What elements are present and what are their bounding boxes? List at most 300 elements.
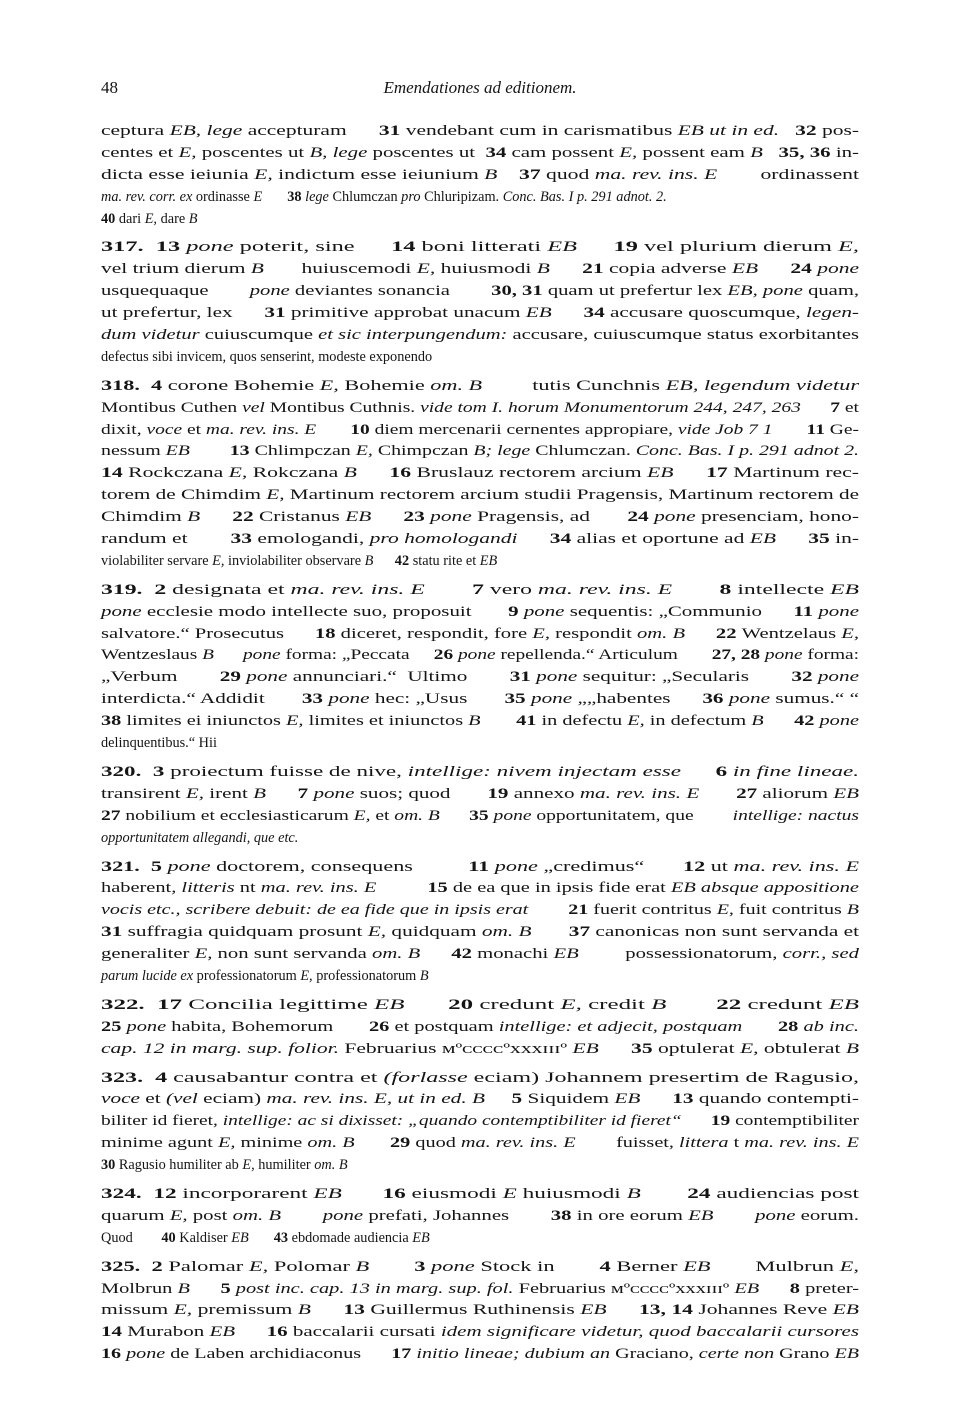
line-number: 3 <box>141 763 171 780</box>
editorial-note: pone <box>246 669 288 686</box>
text-segment: poscentes ut <box>367 144 486 161</box>
text-segment: cuiuscumque <box>199 327 319 344</box>
text-line <box>101 507 859 529</box>
text-segment: vel plurium dierum <box>643 239 839 256</box>
text-segment: eorum. <box>795 1207 859 1224</box>
editorial-note: B <box>846 902 859 919</box>
editorial-note: EB <box>165 443 190 460</box>
text-segment: Molbrun <box>101 1280 178 1297</box>
editorial-note: littera <box>679 1135 729 1152</box>
line-number: 12 <box>683 858 711 875</box>
line-number: 6 <box>681 763 733 780</box>
text-segment: poscentes ut <box>196 144 310 161</box>
editorial-note: B <box>536 261 550 278</box>
editorial-note: E, <box>169 1207 188 1224</box>
text-segment: primitive approbat unacum <box>290 305 526 322</box>
line-number: 35 <box>439 807 494 824</box>
line-number: 30 <box>101 1157 119 1174</box>
editorial-note: pone <box>494 858 538 875</box>
text-segment: pos- <box>822 123 859 139</box>
line-number: 29 <box>354 1135 416 1152</box>
line-number: 12 <box>141 1185 183 1202</box>
text-segment: tutis Cunchnis <box>482 377 666 394</box>
text-segment: Polomar <box>268 1258 356 1275</box>
text-line <box>101 209 859 231</box>
text-segment: dari <box>118 210 145 227</box>
editorial-note: pone <box>530 691 573 708</box>
text-segment: delinquentibus.“ Hii <box>101 735 217 752</box>
line-number: 42 <box>373 552 413 569</box>
editorial-note: pone <box>817 669 859 686</box>
editorial-note: B <box>419 967 429 984</box>
text-segment: quando contempti- <box>698 1091 859 1108</box>
text-line <box>101 1279 859 1301</box>
editorial-note: vocis etc., scribere debuit: de ea fide que in ipsis erat <box>101 902 529 919</box>
editorial-note: pone <box>523 603 565 620</box>
editorial-note: B <box>253 785 267 802</box>
text-line <box>101 878 859 900</box>
editorial-note: ab inc. <box>803 1018 859 1035</box>
text-segment: Palomar <box>168 1258 249 1275</box>
text-segment: post <box>187 1207 233 1224</box>
editorial-note: pone <box>819 713 859 730</box>
editorial-note: B; lege <box>473 443 531 460</box>
editorial-note: E, <box>266 487 285 504</box>
page-number: 48 <box>101 78 118 97</box>
text-segment: opportunitatem, que <box>531 807 733 824</box>
line-number: 13 <box>310 1302 371 1319</box>
text-segment: canonicas non sunt servanda et <box>595 924 859 941</box>
text-line <box>101 580 859 602</box>
text-segment: credit <box>581 996 652 1013</box>
text-segment: generaliter <box>101 946 195 963</box>
text-line <box>101 281 859 303</box>
text-segment: in ore eorum <box>576 1207 689 1224</box>
text-segment: Murabon <box>127 1324 210 1341</box>
editorial-note: ma. rev. ins. E <box>205 421 317 438</box>
text-segment: Chimdim <box>101 509 188 526</box>
line-number: 27, 28 <box>711 647 765 664</box>
editorial-note: legen- <box>806 305 859 322</box>
text-segment: nobilium et ecclesiasticarum <box>125 807 354 824</box>
text-segment: Kaldiser <box>179 1229 232 1246</box>
text-segment: dare <box>157 210 189 227</box>
text-segment: vendebant cum in carismatibus <box>405 123 678 139</box>
editorial-note: pone <box>431 1258 475 1275</box>
editorial-note: (vel <box>165 1091 198 1108</box>
text-line <box>101 143 859 165</box>
text-segment: indictum esse ieiunium <box>272 166 485 183</box>
editorial-note: EB <box>749 531 776 548</box>
text-segment: huiuscemodi <box>263 261 417 278</box>
editorial-note: EB <box>572 1040 599 1057</box>
text-segment: eciam) Johannem presertim de Ragusio, <box>467 1069 859 1086</box>
line-number: 7 <box>266 785 314 802</box>
text-segment: Cristanus <box>259 509 346 526</box>
editorial-note: pone <box>322 1207 364 1224</box>
editorial-note: ma. rev. ins. E <box>744 1135 859 1152</box>
editorial-note: pone <box>101 603 142 620</box>
text-segment: in- <box>835 531 859 548</box>
text-segment: ceptura <box>101 123 170 139</box>
text-segment: fuisset, <box>575 1135 680 1152</box>
editorial-note: idem significare videtur, quod baccalarii cursores <box>440 1324 859 1341</box>
editorial-note: E, <box>841 625 859 642</box>
text-line <box>101 303 859 325</box>
text-line <box>101 485 859 507</box>
editorial-note: Conc. Bas. I p. 291 adnot. 2. <box>502 188 667 205</box>
editorial-note: ma. rev. ins. E <box>260 880 377 897</box>
text-segment: Chlumczan <box>328 188 402 205</box>
text-line <box>101 900 859 922</box>
line-number: 11 <box>793 603 819 620</box>
editorial-note: pone <box>755 1207 796 1224</box>
text-segment: salvatore.“ Prosecutus <box>101 625 315 642</box>
entry-gap <box>101 755 859 762</box>
line-number: 34 <box>551 305 610 322</box>
line-number: 40 <box>161 1229 180 1246</box>
text-line <box>101 806 859 828</box>
text-segment: et postquam <box>394 1018 499 1035</box>
text-line <box>101 1322 859 1344</box>
line-number: 40 <box>101 210 119 227</box>
line-number: 19 <box>681 1113 736 1130</box>
line-number: 31 <box>346 123 406 139</box>
editorial-note: litteris <box>181 880 235 897</box>
line-number: 20 <box>404 996 480 1013</box>
text-line <box>101 966 859 988</box>
editorial-note: pone <box>457 647 496 664</box>
editorial-note: EB <box>345 509 372 526</box>
editorial-note: E, <box>619 144 638 161</box>
editorial-note: pone <box>126 1346 166 1363</box>
editorial-note: lege <box>305 188 329 205</box>
text-segment <box>281 1208 323 1224</box>
line-number: 16 <box>341 1185 412 1202</box>
editorial-note: B <box>751 713 764 730</box>
line-number: 33 <box>230 531 258 548</box>
text-line <box>101 922 859 944</box>
text-segment: accusare quoscumque, <box>609 305 807 322</box>
editorial-note: B <box>651 996 667 1013</box>
text-line <box>101 1184 859 1206</box>
line-number: 319. <box>101 581 143 598</box>
text-segment: eiusmodi <box>411 1185 503 1202</box>
line-number: 4 <box>139 377 168 394</box>
editorial-note: (forlasse <box>383 1069 468 1086</box>
text-line <box>101 551 859 573</box>
editorial-note: om. B <box>636 625 686 642</box>
text-segment: torem de Chimdim <box>101 487 267 504</box>
text-segment: Grano <box>774 1346 835 1363</box>
line-number: 14 <box>391 239 422 256</box>
line-number: 17 <box>673 465 734 482</box>
text-segment: transirent <box>101 785 186 802</box>
editorial-note: EB <box>731 261 759 278</box>
editorial-note: E, <box>739 1040 759 1057</box>
editorial-note: parum lucide ex <box>101 967 194 984</box>
text-line <box>101 376 859 398</box>
text-line <box>101 259 859 281</box>
editorial-note: B <box>626 1185 641 1202</box>
line-number: 42 <box>420 946 478 963</box>
editorial-note: om. B <box>371 946 421 963</box>
text-segment: sequentis: „Communio <box>564 603 794 620</box>
text-segment: alias et oportune ad <box>576 531 750 548</box>
editorial-note: EB <box>412 1229 430 1246</box>
text-segment: Bruslauz rectorem arcium <box>416 465 648 482</box>
text-line <box>101 1228 859 1250</box>
text-line <box>101 237 859 259</box>
editorial-note: E, <box>212 552 225 569</box>
text-segment: diem mercenarii cernentes appropiare, <box>374 421 678 438</box>
text-segment: in defectu <box>541 713 628 730</box>
text-line <box>101 645 859 667</box>
editorial-note: pone <box>328 691 370 708</box>
editorial-note: EB <box>833 785 859 802</box>
line-number: 38 <box>550 1207 577 1224</box>
editorial-note: B <box>188 210 198 227</box>
text-segment: quarum <box>101 1207 170 1224</box>
editorial-note: B <box>468 713 481 730</box>
text-segment: t <box>728 1135 745 1152</box>
editorial-note: E, <box>194 946 213 963</box>
text-segment: Februarius ᴍºᴄᴄᴄᴄºxxxɪɪɪº <box>338 1040 573 1057</box>
text-segment: doctorem, consequens <box>210 858 469 875</box>
editorial-note: E, <box>254 166 273 183</box>
text-segment: quam ut prefertur lex <box>547 283 728 300</box>
text-segment: interdicta.“ Addidit <box>101 691 302 708</box>
text-segment: incorporarent <box>182 1185 314 1202</box>
editorial-note: EB <box>828 996 859 1013</box>
editorial-note: intellige: nactus <box>732 807 859 824</box>
text-segment: irent <box>204 785 254 802</box>
line-number: 15 <box>376 880 453 897</box>
editorial-note: ma. rev. ins. E <box>537 581 673 598</box>
text-segment <box>214 647 243 663</box>
text-segment: hec: „Usus <box>369 691 505 708</box>
editorial-note: Conc. Bas. I p. 291 adnot 2. <box>635 443 859 460</box>
editorial-note: pone <box>654 509 696 526</box>
text-segment: dicta esse ieiunia <box>101 166 255 183</box>
line-number: 24 <box>758 261 818 278</box>
line-number: 34 <box>517 531 577 548</box>
page-title: Emendationes ad editionem. <box>383 78 577 97</box>
editorial-note: EB ut in ed. <box>677 123 780 139</box>
text-segment: Berner <box>616 1258 684 1275</box>
text-line <box>101 1017 859 1039</box>
editorial-note: E, <box>627 713 645 730</box>
editorial-note: pone <box>313 785 355 802</box>
text-segment: nessum <box>101 443 166 460</box>
line-number: 7 <box>424 581 490 598</box>
text-segment: accepturam <box>247 123 347 139</box>
text-segment: sumus.“ “ <box>770 691 859 708</box>
line-number: 318. <box>101 377 140 394</box>
editorial-note: EB <box>734 1280 760 1297</box>
text-segment: ut <box>710 858 734 875</box>
line-number: 5 <box>484 1091 528 1108</box>
text-segment: Chluripizam. <box>420 188 503 205</box>
text-segment: poterit, sine <box>233 239 392 256</box>
editorial-note: opportunitatem allegandi, que etc. <box>101 829 299 846</box>
text-line <box>101 1133 859 1155</box>
text-segment: Februarius ᴍºᴄᴄᴄᴄºxxxɪɪɪº <box>513 1280 735 1297</box>
line-number: 13 <box>189 443 255 460</box>
editorial-note: E, <box>319 377 339 394</box>
line-number: 16 <box>356 465 417 482</box>
editorial-note: B <box>343 465 357 482</box>
editorial-note: B <box>364 552 374 569</box>
line-number: 32 <box>779 123 823 139</box>
text-segment: et <box>370 807 395 824</box>
text-segment: centes et <box>101 144 179 161</box>
editorial-note: post inc. cap. 13 in marg. sup. fol. <box>235 1280 514 1297</box>
line-number: 317. <box>101 239 144 256</box>
editorial-note: voce <box>101 1091 140 1108</box>
text-segment: violabiliter servare <box>101 552 213 569</box>
line-number: 8 <box>672 581 738 598</box>
line-number: 14 <box>101 1324 128 1341</box>
editorial-note: EB <box>231 1229 249 1246</box>
editorial-note: pone <box>167 858 211 875</box>
text-segment: fuerit contritus <box>593 902 717 919</box>
line-number: 35 <box>598 1040 658 1057</box>
text-segment: Wentzeslaus <box>101 647 203 664</box>
editorial-note: EB <box>374 996 405 1013</box>
text-segment: huiusmodi <box>435 261 537 278</box>
text-line <box>101 784 859 806</box>
text-segment: accusare, cuiuscumque status exorbitantes <box>507 327 859 344</box>
text-line <box>101 1111 859 1133</box>
text-segment: fuit contritus <box>733 902 847 919</box>
editorial-note: ma. rev. ins. E <box>290 581 425 598</box>
line-number: 17 <box>391 1346 417 1363</box>
line-number: 42 <box>763 713 820 730</box>
line-number: 22 <box>200 509 260 526</box>
text-segment: Rokczana <box>247 465 344 482</box>
line-number: 18 <box>314 625 341 642</box>
text-segment: copia adverse <box>608 261 732 278</box>
text-segment: Ge- <box>829 421 859 438</box>
text-segment: intellecte <box>737 581 831 598</box>
line-number: 16 <box>101 1346 127 1363</box>
line-number: 325. <box>101 1258 141 1275</box>
text-line <box>101 1344 859 1366</box>
text-segment: credunt <box>747 996 829 1013</box>
text-segment: professionatorum <box>312 967 420 984</box>
running-head <box>101 78 859 108</box>
editorial-note: pone <box>242 647 281 664</box>
text-segment: annunciari.“ Ultimo <box>287 669 510 686</box>
editorial-note: EB <box>688 1207 714 1224</box>
text-segment: presenciam, hono- <box>695 509 859 526</box>
line-number: 324. <box>101 1185 142 1202</box>
editorial-note: E, <box>178 144 197 161</box>
editorial-note: ma. rev. corr. ex <box>101 188 193 205</box>
text-line <box>101 624 859 646</box>
editorial-note: B <box>187 509 201 526</box>
text-segment: aliorum <box>762 785 834 802</box>
text-segment: Siquidem <box>527 1091 615 1108</box>
editorial-note: B <box>484 166 498 183</box>
line-number: 16 <box>235 1324 293 1341</box>
entry-gap <box>101 369 859 376</box>
editorial-note: EB, lege <box>169 123 248 139</box>
entry-gap <box>101 850 859 857</box>
line-number: 27 <box>699 785 763 802</box>
entry-gap <box>101 1061 859 1068</box>
editorial-note: EB <box>479 552 498 569</box>
editorial-note: ma. rev. ins. E <box>579 785 700 802</box>
text-segment: statu rite et <box>412 552 480 569</box>
line-number: 3 <box>369 1258 432 1275</box>
text-segment: corone Bohemie <box>167 377 320 394</box>
text-segment: forma: <box>802 647 859 664</box>
editorial-note: E, <box>355 443 373 460</box>
line-number: 33 <box>301 691 329 708</box>
text-segment: Martinum rec- <box>733 465 859 482</box>
editorial-note: pone <box>493 807 532 824</box>
editorial-note: EB <box>553 946 579 963</box>
editorial-note: E, <box>367 924 387 941</box>
text-segment: causabantur contra et <box>173 1069 384 1086</box>
editorial-note: om. B <box>232 1207 282 1224</box>
text-line <box>101 347 859 369</box>
editorial-note: pro <box>401 188 421 205</box>
text-segment: Martinum rectorem arcium studii Pragensis, Martinum rectorem de <box>284 487 859 504</box>
text-segment: forma: „Peccata <box>280 647 434 664</box>
line-number: 35 <box>775 531 836 548</box>
line-number: 37 <box>497 166 547 183</box>
editorial-note: EB <box>683 1258 711 1275</box>
line-number: 22 <box>685 625 742 642</box>
editorial-note: EB <box>313 1185 342 1202</box>
text-line <box>101 463 859 485</box>
text-line <box>101 857 859 879</box>
line-number: 28 <box>742 1018 804 1035</box>
text-segment: Montibus Cuthen <box>101 399 243 416</box>
text-segment: Mulbrun <box>710 1258 840 1275</box>
text-segment <box>714 1208 756 1224</box>
text-segment: annexo <box>513 785 580 802</box>
text-segment: quam, <box>802 283 859 300</box>
text-segment: quod <box>546 166 595 183</box>
text-segment: prefati, Johannes <box>363 1207 551 1224</box>
line-number: 10 <box>316 421 375 438</box>
page <box>101 78 860 1363</box>
editorial-note: ma. rev. ins. E <box>460 1135 576 1152</box>
text-segment: ecclesie modo intellecte suo, proposuit <box>141 603 509 620</box>
editorial-note: pone <box>536 669 578 686</box>
editorial-note: B <box>202 647 214 664</box>
editorial-note: EB <box>547 239 578 256</box>
text-segment: de Laben archidiaconus <box>165 1346 392 1363</box>
editorial-note: E, <box>228 465 248 482</box>
text-line <box>101 762 859 784</box>
line-number: 13 <box>640 1091 699 1108</box>
editorial-note: pone <box>126 1018 167 1035</box>
text-segment: deviantes sonancia <box>289 283 492 300</box>
text-segment: diceret, respondit, fore <box>340 625 533 642</box>
text-segment: respondit <box>550 625 637 642</box>
text-segment: preter- <box>805 1280 860 1297</box>
text-segment: Bohemie <box>338 377 431 394</box>
editorial-note: E, <box>716 902 734 919</box>
editorial-note: corr., sed <box>782 946 859 963</box>
editorial-note: ma. rev. ins. E <box>733 858 859 875</box>
text-line <box>101 187 859 209</box>
